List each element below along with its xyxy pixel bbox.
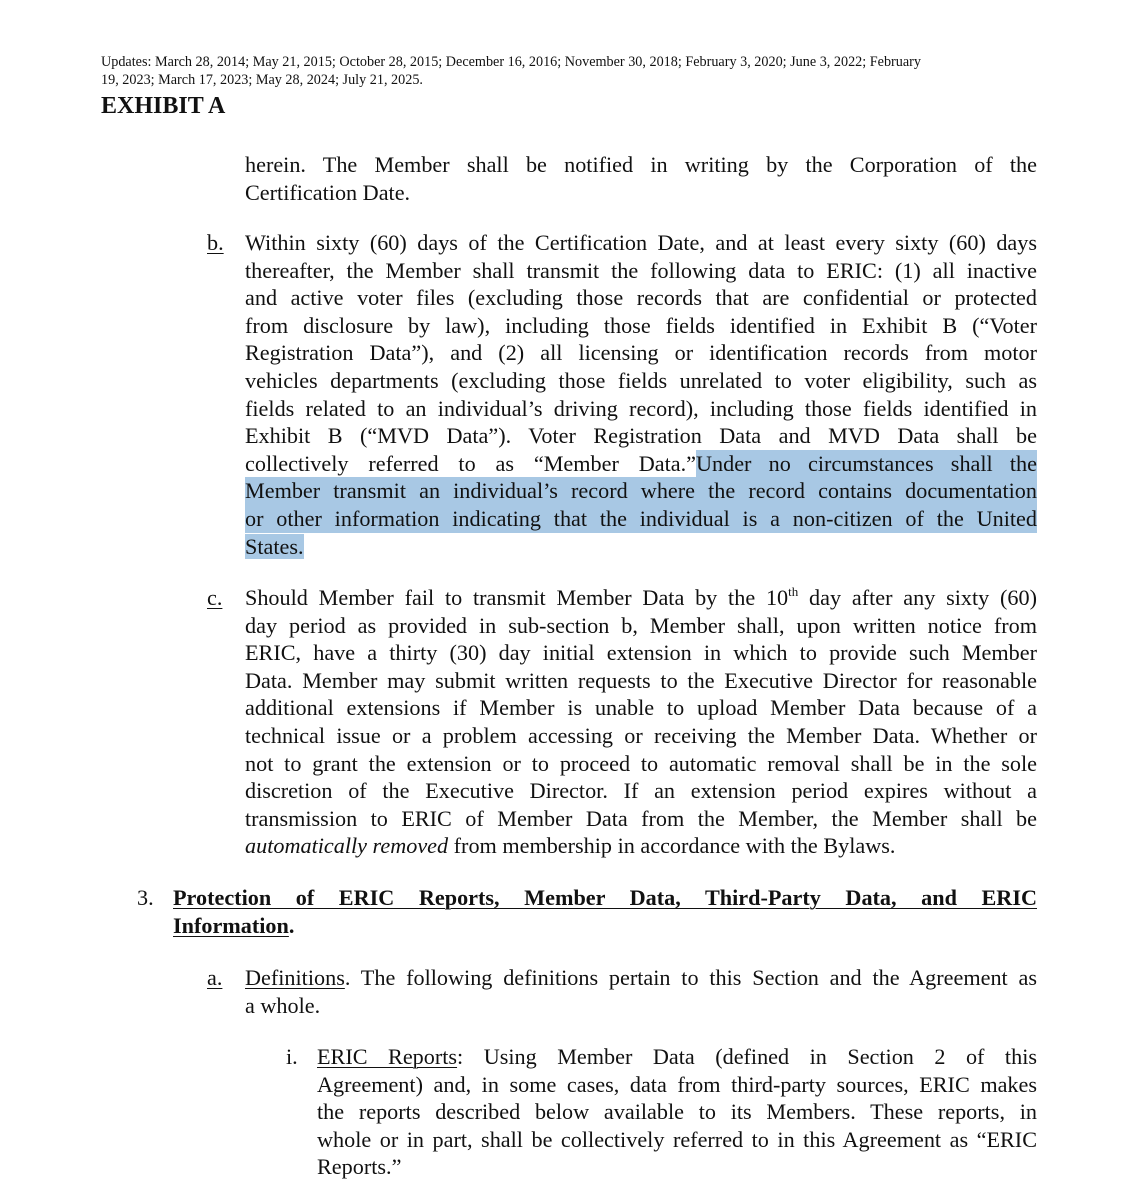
item-c-line: not to grant the extension or to proceed to automatic removal shall be in the sole	[245, 750, 1037, 776]
item-c-line1-text: Should Member fail to transmit Member Data by the 10	[245, 585, 789, 610]
item-b-highlight-line: Member transmit an individual’s record where the record contains documentation	[245, 478, 1037, 504]
item-b-line: Exhibit B (“MVD Data”). Voter Registration Data and MVD Data shall be	[245, 423, 1037, 449]
item-c-last-rest: from membership in accordance with the Bylaws.	[448, 833, 896, 859]
item-3a-line1-rest: . The following definitions pertain to this Section and the Agreement as	[344, 965, 1037, 990]
eric-reports-label: ERIC Reports	[317, 1044, 458, 1069]
item-b-highlight-line: or other information indicating that the individual is a non-citizen of the United	[245, 505, 1037, 531]
exhibit-title: EXHIBIT A	[101, 93, 226, 119]
section-3-title-line: Protection of ERIC Reports, Member Data, Third-Party Data, and ERIC	[173, 885, 1037, 910]
item-b-line: and active voter files (excluding those records that are confidential or protected	[245, 285, 1037, 311]
item-3a-line	[245, 964, 1037, 992]
section-3-title-line	[173, 912, 1037, 940]
item-3a-marker: a.	[207, 965, 223, 990]
item-3a-i-line1-rest: : Using Member Data (defined in Section 2 of this	[457, 1044, 1037, 1069]
section-3-number: 3.	[137, 885, 154, 910]
item-b-line: Registration Data”), and (2) all licensing or identification records from motor	[245, 340, 1037, 366]
item-3a-i-line: the reports described below available to its Members. These reports, in	[317, 1099, 1037, 1125]
continuation-line: herein. The Member shall be notified in writing by the Corporation of the	[245, 152, 1037, 177]
item-c-line: technical issue or a problem accessing or receiving the Member Data. Whether or	[245, 722, 1037, 748]
item-b-line: fields related to an individual’s driving record), including those fields identified in	[245, 395, 1037, 421]
item-c-line: transmission to ERIC of Member Data from the Member, the Member shall be	[245, 805, 1037, 831]
item-3a-i-marker: i.	[286, 1044, 298, 1069]
section-3-title-word: Information	[173, 912, 289, 938]
item-3a-i-line: whole or in part, shall be collectively referred to in this Agreement as “ERIC	[317, 1126, 1037, 1152]
updates-line-1: Updates: March 28, 2014; May 21, 2015; October 28, 2015; December 16, 2016; November 30, 2018; February 3, 2020; June 3, 2022; February	[101, 54, 921, 70]
item-b-highlight-end: States.	[245, 533, 304, 559]
item-c-line: day period as provided in sub-section b, Member shall, upon written notice from	[245, 612, 1037, 638]
item-c-line	[245, 832, 1037, 860]
item-c-line: ERIC, have a thirty (30) day initial extension in which to provide such Member	[245, 640, 1037, 666]
item-b-line: vehicles departments (excluding those fields unrelated to voter eligibility, such as	[245, 367, 1037, 393]
item-3a-i-paragraph	[317, 1043, 1037, 1181]
item-b-line	[245, 450, 1037, 478]
item-b-line: from disclosure by law), including those fields identified in Exhibit B (“Voter	[245, 312, 1037, 338]
item-b-marker: b.	[207, 230, 224, 255]
item-b-line9-plain-wrap	[245, 450, 696, 478]
item-c-line: additional extensions if Member is unable to upload Member Data because of a	[245, 695, 1037, 721]
item-3a-i-line: Reports.”	[317, 1154, 402, 1180]
item-3a-line: a whole.	[245, 992, 321, 1018]
item-b-line9-plain: collectively referred to as “Member Data.”	[245, 450, 696, 476]
definitions-label: Definitions	[245, 965, 345, 990]
section-3-title	[173, 884, 1037, 939]
item-3a-i-line: Agreement) and, in some cases, data from third-party sources, ERIC makes	[317, 1071, 1037, 1097]
continuation-line: Certification Date.	[245, 179, 411, 205]
item-b-line: thereafter, the Member shall transmit the following data to ERIC: (1) all inactive	[245, 257, 1037, 283]
ordinal-superscript: th	[788, 584, 799, 599]
item-c-marker: c.	[207, 585, 223, 610]
item-c-line: discretion of the Executive Director. If an extension period expires without a	[245, 778, 1037, 804]
updates-line-2: 19, 2023; March 17, 2023; May 28, 2024; July 21, 2025.	[101, 72, 423, 88]
continuation-paragraph	[245, 151, 1037, 206]
item-c-paragraph	[245, 584, 1037, 860]
item-3a-i-line	[317, 1043, 1037, 1071]
item-b-line	[245, 533, 1037, 561]
item-b-line: Within sixty (60) days of the Certification Date, and at least every sixty (60) days	[245, 230, 1037, 255]
item-c-italic: automatically removed	[245, 833, 449, 859]
item-b-highlight-start: Under no circumstances shall the	[696, 450, 1037, 476]
item-3a-paragraph	[245, 964, 1037, 1019]
item-c-line	[245, 584, 1037, 612]
section-3-title-period: .	[288, 912, 295, 938]
updates-history	[101, 53, 1041, 89]
item-c-line: Data. Member may submit written requests to the Executive Director for reasonable	[245, 667, 1037, 693]
item-b-paragraph	[245, 229, 1037, 560]
item-c-line1-rest: day after any sixty (60)	[798, 585, 1037, 610]
